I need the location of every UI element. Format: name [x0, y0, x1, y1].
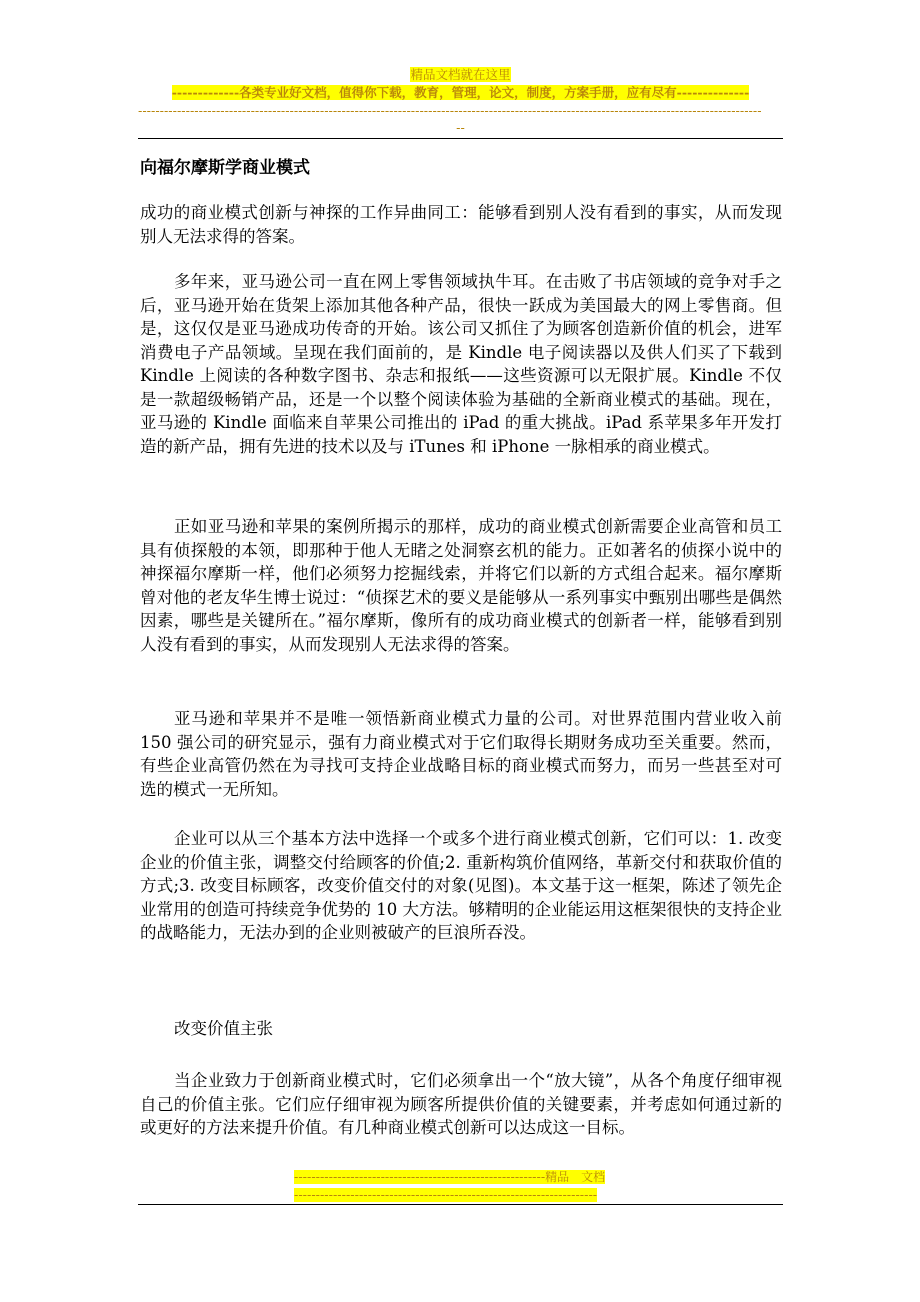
header-banner-title — [138, 66, 783, 83]
paragraph-detective: 正如亚马逊和苹果的案例所揭示的那样，成功的商业模式创新需要企业高管和员工具有侦探般的本领，即那种于他人无睹之处洞察玄机的能力。正如著名的侦探小说中的神探福尔摩斯一样，他们必须努力挖掘线索，并将它们以新的方式组合起来。福尔摩斯曾对他的老友华生博士说过：“侦探艺术的要义是能够从一系列事实中甄别出哪些是偶然因素，哪些是关键所在。”福尔摩斯，像所有的成功商业模式的创新者一样，能够看到别人没有看到的事实，从而发现别人无法求得的答案。 — [140, 517, 782, 654]
section-heading-value-proposition: 改变价值主张 — [174, 1019, 273, 1038]
header-dash-tail: -- — [456, 121, 465, 135]
paragraph-research: 亚马逊和苹果并不是唯一领悟新商业模式力量的公司。对世界范围内营业收入前 150 强公司的研究显示，强有力商业模式对于它们取得长期财务成功至关重要。然而，有些企业高管仍然在为寻找可支持企业战略目标的商业模式而努力，而另一些甚至对可选的模式一无所知。 — [140, 709, 782, 799]
footer-dash-line — [294, 1187, 628, 1203]
footer-dash-text: ---------------------------------------------------------------------- — [294, 1188, 598, 1202]
paragraph-magnifier: 当企业致力于创新商业模式时，它们必须拿出一个“放大镜”，从各个角度仔细审视自己的价值主张。它们应仔细审视为顾客所提供价值的关键要素，并考虑如何通过新的或更好的方法来提升价值。有几种商业模式创新可以达成这一目标。 — [140, 1071, 782, 1137]
header-rule — [138, 138, 783, 139]
paragraph-intro: 成功的商业模式创新与神探的工作异曲同工：能够看到别人没有看到的事实，从而发现别人无法求得的答案。 — [140, 203, 782, 246]
header-slogan-text: -------------各类专业好文档，值得你下载，教育，管理，论文，制度，方案手册，应有尽有-------------- — [171, 85, 750, 100]
paragraph-methods: 企业可以从三个基本方法中选择一个或多个进行商业模式创新，它们可以：1. 改变企业的价值主张，调整交付给顾客的价值;2. 重新构筑价值网络，革新交付和获取价值的方式;3. 改变目标顾客，改变价值交付的对象(见图)。本文基于这一框架，陈述了领先企业常用的创造可持续竞争优势的 10 大方法。够精明的企业能运用这框架很快的支持企业的战略能力，无法办到的企业则被破产的巨浪所吞没。 — [140, 829, 782, 942]
footer-banner — [294, 1169, 628, 1185]
footer-rule — [138, 1204, 783, 1205]
footer-banner-text: ----------------------------------------------------------精品 文档 — [294, 1170, 606, 1184]
header-banner-slogan — [138, 84, 783, 101]
header-title-text: 精品文档就在这里 — [410, 67, 511, 82]
paragraph-amazon: 多年来，亚马逊公司一直在网上零售领域执牛耳。在击败了书店领域的竞争对手之后，亚马逊开始在货架上添加其他各种产品，很快一跃成为美国最大的网上零售商。但是，这仅仅是亚马逊成功传奇的开始。该公司又抓住了为顾客创造新价值的机会，进军消费电子产品领域。呈现在我们面前的，是 Kindle 电子阅读器以及供人们买了下载到 Kindle 上阅读的各种数字图书、杂志和报纸——这些资源可以无限扩展。Kindle 不仅是一款超级畅销产品，还是一个以整个阅读体验为基础的全新商业模式的基础。现在，亚马逊的 Kindle 面临来自苹果公司推出的 iPad 的重大挑战。iPad 系苹果多年开发打造的新产品，拥有先进的技术以及与 iTunes 和 iPhone 一脉相承的商业模式。 — [140, 272, 782, 456]
document-title: 向福尔摩斯学商业模式 — [140, 158, 310, 178]
header-dash-line: ------------------------------------------------------------------------------------------------------------------------------------------------ — [138, 104, 762, 118]
